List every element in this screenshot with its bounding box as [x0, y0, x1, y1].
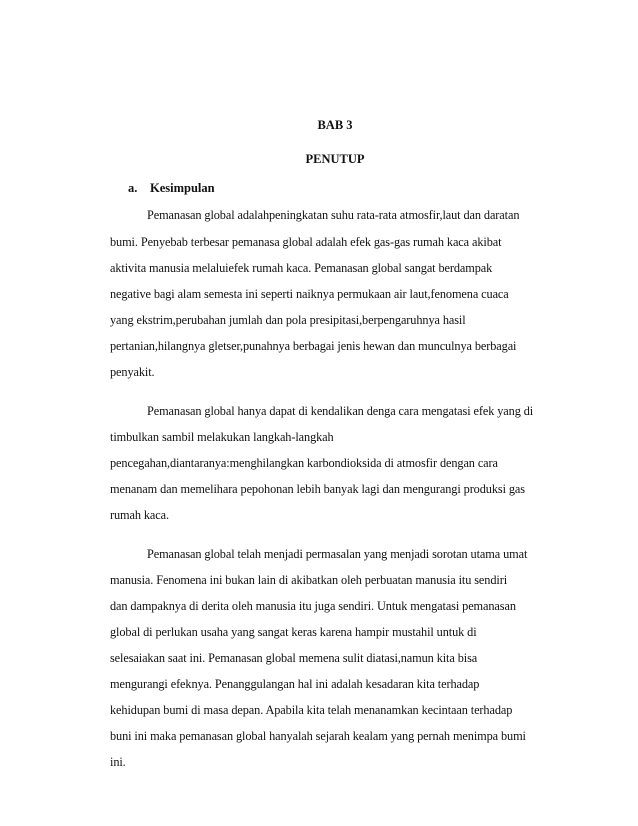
text-line: yang ekstrim,perubahan jumlah dan pola presipitasi,berpengaruhnya hasil	[110, 313, 466, 327]
text-line: global di perlukan usaha yang sangat keras karena hampir mustahil untuk di	[110, 625, 477, 639]
text-line: rumah kaca.	[110, 508, 169, 522]
text-line: manusia. Fenomena ini bukan lain di akibatkan oleh perbuatan manusia itu sendiri	[110, 573, 508, 587]
text-line: dan dampaknya di derita oleh manusia itu juga sendiri. Untuk mengatasi pemanasan	[110, 599, 516, 613]
text-line: buni ini maka pemanasan global hanyalah sejarah kealam yang pernah menimpa bumi	[110, 729, 526, 743]
text-line: pencegahan,diantaranya:menghilangkan karbondioksida di atmosfir dengan cara	[110, 456, 498, 470]
text-line: selesaiakan saat ini. Pemanasan global memena sulit diatasi,namun kita bisa	[110, 651, 478, 665]
text-line: mengurangi efeknya. Penanggulangan hal ini adalah kesadaran kita terhadap	[110, 677, 480, 691]
text-line: bumi. Penyebab terbesar pemanasa global adalah efek gas-gas rumah kaca akibat	[110, 235, 502, 249]
text-line: timbulkan sambil melakukan langkah-langkah	[110, 430, 334, 444]
text-line: aktivita manusia melaluiefek rumah kaca. Pemanasan global sangat berdampak	[110, 261, 493, 275]
section-marker: a.	[128, 181, 138, 195]
chapter-title: PENUTUP	[305, 152, 365, 166]
chapter-label: BAB 3	[317, 118, 353, 132]
text-line: negative bagi alam semesta ini seperti naiknya permukaan air laut,fenomena cuaca	[110, 287, 509, 301]
text-line: menanam dan memelihara pepohonan lebih banyak lagi dan mengurangi produksi gas	[110, 482, 525, 496]
text-line: pertanian,hilangnya gletser,punahnya berbagai jenis hewan dan munculnya berbagai	[110, 339, 517, 353]
text-line: ini.	[110, 755, 126, 769]
section-heading	[128, 181, 215, 196]
section-heading-text: Kesimpulan	[150, 181, 215, 195]
text-line: penyakit.	[110, 365, 155, 379]
text-line: kehidupan bumi di masa depan. Apabila kita telah menanamkan kecintaan terhadap	[110, 703, 513, 717]
text-line: Pemanasan global telah menjadi permasalan yang menjadi sorotan utama umat	[147, 547, 528, 561]
text-line: Pemanasan global hanya dapat di kendalikan denga cara mengatasi efek yang di	[147, 404, 534, 418]
text-line: Pemanasan global adalahpeningkatan suhu rata-rata atmosfir,laut dan daratan	[147, 208, 520, 222]
